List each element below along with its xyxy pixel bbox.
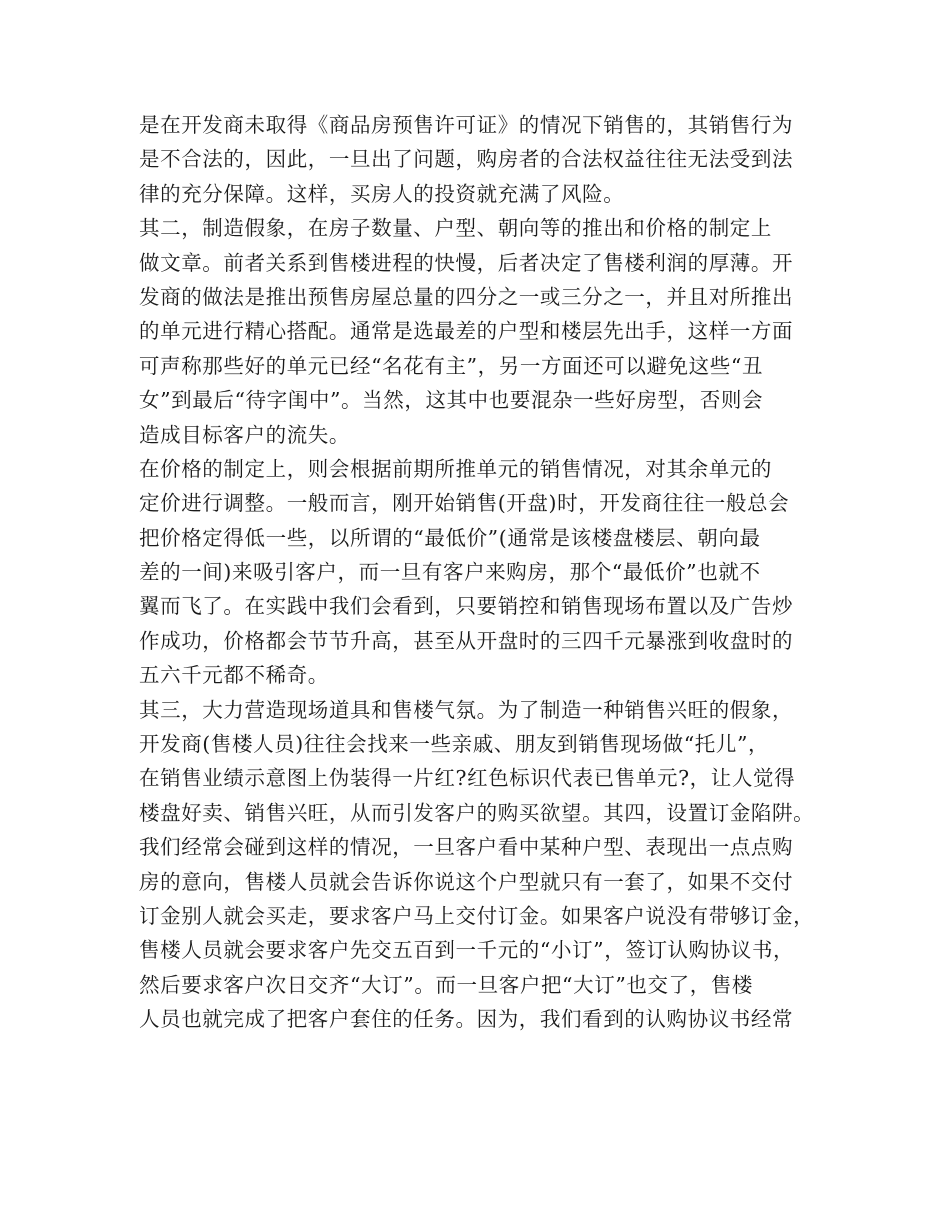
text-line: 在销售业绩示意图上伪装得一片红?红色标识代表已售单元?，让人觉得 <box>139 766 796 791</box>
text-line: 差的一间)来吸引客户，而一旦有客户来购房，那个“最低价”也就不 <box>139 560 761 585</box>
text-line: 五六千元都不稀奇。 <box>139 663 329 688</box>
text-line: 定价进行调整。一般而言，刚开始销售(开盘)时，开发商往往一般总会 <box>139 491 790 516</box>
text-line: 楼盘好卖、销售兴旺，从而引发客户的购买欲望。其四，设置订金陷阱。 <box>139 800 815 825</box>
text-line: 其三，大力营造现场道具和售楼气氛。为了制造一种销售兴旺的假象， <box>139 697 794 722</box>
text-line: 房的意向，售楼人员就会告诉你说这个户型就只有一套了，如果不交付 <box>139 869 794 894</box>
body-text <box>139 108 819 1037</box>
text-line: 做文章。前者关系到售楼进程的快慢，后者决定了售楼利润的厚薄。开 <box>139 250 794 275</box>
text-line: 女”到最后“待字闺中”。当然，这其中也要混杂一些好房型，否则会 <box>139 388 764 413</box>
text-line: 发商的做法是推出预售房屋总量的四分之一或三分之一，并且对所推出 <box>139 284 794 309</box>
text-line: 翼而飞了。在实践中我们会看到，只要销控和销售现场布置以及广告炒 <box>139 594 794 619</box>
text-line: 我们经常会碰到这样的情况，一旦客户看中某种户型、表现出一点点购 <box>139 835 794 860</box>
text-line: 是不合法的，因此，一旦出了问题，购房者的合法权益往往无法受到法 <box>139 147 794 172</box>
text-line: 人员也就完成了把客户套住的任务。因为，我们看到的认购协议书经常 <box>139 1007 794 1032</box>
text-line: 作成功，价格都会节节升高，甚至从开盘时的三四千元暴涨到收盘时的 <box>139 628 794 653</box>
text-line: 其二，制造假象，在房子数量、户型、朝向等的推出和价格的制定上 <box>139 216 772 241</box>
text-line: 把价格定得低一些，以所谓的“最低价”(通常是该楼盘楼层、朝向最 <box>139 525 761 550</box>
text-line: 可声称那些好的单元已经“名花有主”，另一方面还可以避免这些“丑 <box>139 353 764 378</box>
text-line: 律的充分保障。这样，买房人的投资就充满了风险。 <box>139 181 625 206</box>
text-line: 在价格的制定上，则会根据前期所推单元的销售情况，对其余单元的 <box>139 456 772 481</box>
text-line: 订金别人就会买走，要求客户马上交付订金。如果客户说没有带够订金， <box>139 903 815 928</box>
text-line: 售楼人员就会要求客户先交五百到一千元的“小订”，签订认购协议书， <box>139 938 795 963</box>
text-line: 然后要求客户次日交齐“大订”。而一旦客户把“大订”也交了，售楼 <box>139 972 754 997</box>
text-line: 是在开发商未取得《商品房预售许可证》的情况下销售的，其销售行为 <box>139 113 794 137</box>
text-line: 造成目标客户的流失。 <box>139 422 350 447</box>
text-line: 的单元进行精心搭配。通常是选最差的户型和楼层先出手，这样一方面 <box>139 319 794 344</box>
text-line: 开发商(售楼人员)往往会找来一些亲戚、朋友到销售现场做“托儿”， <box>139 732 770 757</box>
